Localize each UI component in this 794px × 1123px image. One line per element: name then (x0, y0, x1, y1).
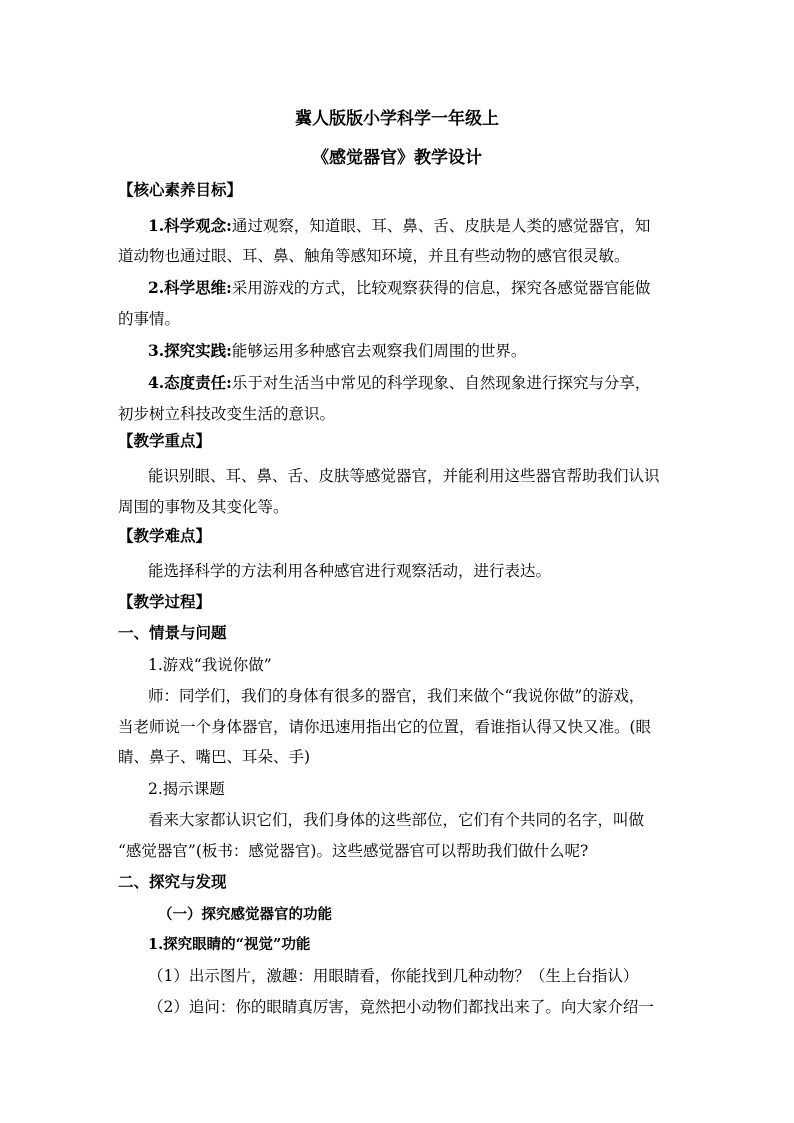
section-1-para-line-4: 看来大家都认识它们，我们身体的这些部位，它们有个共同的名字，叫做 (148, 811, 645, 829)
difficulty-line-1: 能选择科学的方法利用各种感官进行观察活动，进行表达。 (148, 562, 552, 580)
document-title: 冀人版版小学科学一年级上 (295, 109, 499, 129)
heading-process: 【教学过程】 (118, 592, 212, 611)
goal-4-label: 4.态度责任: (148, 373, 232, 392)
heading-core-goals: 【核心素养目标】 (118, 180, 243, 199)
goal-2-label: 2.科学思维: (148, 278, 232, 297)
document-subtitle: 《感觉器官》教学设计 (312, 148, 482, 168)
goal-1-line (148, 216, 650, 236)
section-1-para-line-2: 当老师说一个身体器官，请你迅速用指出它的位置，看谁指认得又快又准。(眼 (118, 718, 652, 736)
heading-difficulties: 【教学难点】 (118, 526, 212, 545)
section-2-subheading: （一）探究感觉器官的功能 (158, 906, 332, 923)
goal-3-label: 3.探究实践: (148, 341, 232, 360)
section-2-item-1: 1.探究眼睛的“视觉”功能 (148, 936, 311, 953)
section-1-heading: 一、情景与问题 (118, 623, 227, 642)
goal-4-text: 乐于对生活当中常见的科学现象、自然现象进行探究与分享， (231, 374, 651, 392)
section-2-para-line-1: （1）出示图片，激趣：用眼睛看，你能找到几种动物？（生上台指认） (148, 967, 639, 985)
section-1-para-line-1: 师：同学们，我们的身体有很多的器官，我们来做个“我说你做”的游戏， (148, 687, 645, 705)
section-1-item-2: 2.揭示课题 (148, 780, 225, 798)
goal-1-label: 1.科学观念: (148, 216, 232, 235)
section-2-para-line-2: （2）追问：你的眼睛真厉害，竟然把小动物们都找出来了。向大家介绍一 (148, 998, 654, 1016)
heading-key-points: 【教学重点】 (118, 431, 212, 450)
goal-1-continuation: 道动物也通过眼、耳、鼻、触角等感知环境，并且有些动物的感官很灵敏。 (118, 247, 630, 265)
section-1-para-line-5: “感觉器官”(板书：感觉器官)。这些感觉器官可以帮助我们做什么呢? (118, 842, 589, 860)
section-2-heading: 二、探究与发现 (118, 872, 227, 891)
section-1-item-1: 1.游戏“我说你做” (148, 656, 272, 674)
goal-2-continuation: 的事情。 (118, 310, 181, 328)
goal-3-line (148, 341, 526, 361)
goal-2-text: 采用游戏的方式，比较观察获得的信息，探究各感觉器官能做 (231, 279, 651, 297)
goal-3-text: 能够运用多种感官去观察我们周围的世界。 (231, 342, 527, 360)
goal-1-text: 通过观察，知道眼、耳、鼻、舌、皮肤是人类的感觉器官，知 (231, 217, 651, 235)
key-point-line-2: 周围的事物及其变化等。 (118, 498, 289, 516)
section-1-para-line-3: 睛、鼻子、嘴巴、耳朵、手) (118, 748, 311, 766)
goal-4-line (148, 373, 650, 393)
goal-4-continuation: 初步树立科技改变生活的意识。 (118, 405, 336, 423)
goal-2-line (148, 278, 650, 298)
key-point-line-1: 能识别眼、耳、鼻、舌、皮肤等感觉器官，并能利用这些器官帮助我们认识 (148, 467, 660, 485)
